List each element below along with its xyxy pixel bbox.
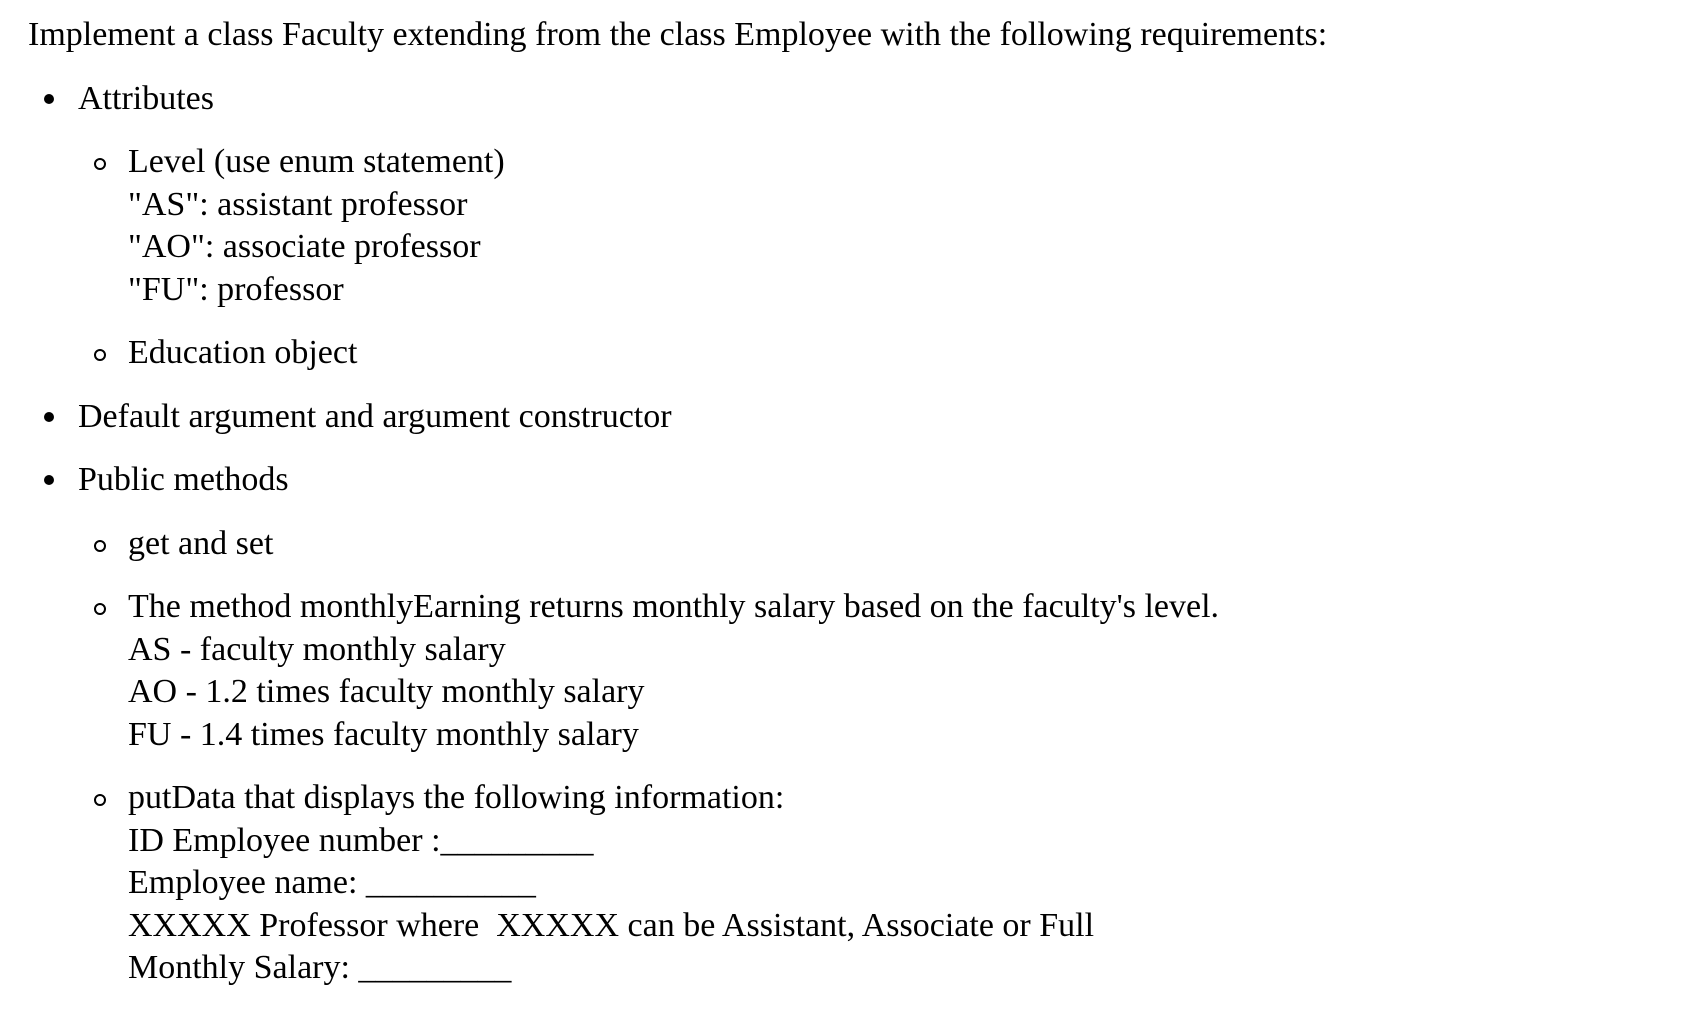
document-body <box>28 14 1668 1011</box>
section-public-methods <box>28 459 1668 990</box>
list-item-education <box>78 332 1668 375</box>
attributes-sublist <box>78 141 1668 375</box>
section-title: Default argument and argument constructor <box>78 397 672 435</box>
section-attributes <box>28 78 1668 375</box>
section-title: Attributes <box>78 79 214 117</box>
section-title: Public methods <box>78 461 289 498</box>
methods-sublist <box>78 523 1668 990</box>
item-line: FU - 1.4 times faculty monthly salary <box>128 715 639 753</box>
bullet-circle-icon <box>94 349 106 361</box>
item-line: "FU": professor <box>128 270 344 308</box>
item-line: putData that displays the following information: <box>128 779 785 816</box>
item-line: get and set <box>128 524 274 562</box>
section-constructors <box>28 396 1668 439</box>
list-item-monthly-earning <box>78 586 1668 756</box>
item-line: Education object <box>128 334 358 371</box>
bullet-circle-icon <box>94 603 106 615</box>
list-item-get-set <box>78 523 1668 566</box>
bullet-circle-icon <box>94 794 106 806</box>
item-line: AS - faculty monthly salary <box>128 630 506 668</box>
bullet-disc-icon <box>44 94 54 104</box>
bullet-circle-icon <box>94 158 106 170</box>
item-line: "AO": associate professor <box>128 228 481 265</box>
item-line: The method monthlyEarning returns monthly salary based on the faculty's level. <box>128 588 1220 625</box>
item-line: XXXXX Professor where XXXXX can be Assistant, Associate or Full <box>128 906 1095 944</box>
bullet-disc-icon <box>44 475 54 485</box>
item-line: "AS": assistant professor <box>128 185 468 223</box>
item-line: Employee name: __________ <box>128 864 536 901</box>
item-line: Level (use enum statement) <box>128 143 505 180</box>
item-line: AO - 1.2 times faculty monthly salary <box>128 673 645 710</box>
requirements-list <box>28 78 1668 990</box>
item-line: Monthly Salary: _________ <box>128 949 512 986</box>
bullet-disc-icon <box>44 412 54 422</box>
bullet-circle-icon <box>94 540 106 552</box>
intro-paragraph: Implement a class Faculty extending from the class Employee with the following requirements: <box>28 16 1328 53</box>
list-item-put-data <box>78 777 1668 990</box>
list-item-level <box>78 141 1668 311</box>
item-line: ID Employee number :_________ <box>128 821 594 859</box>
